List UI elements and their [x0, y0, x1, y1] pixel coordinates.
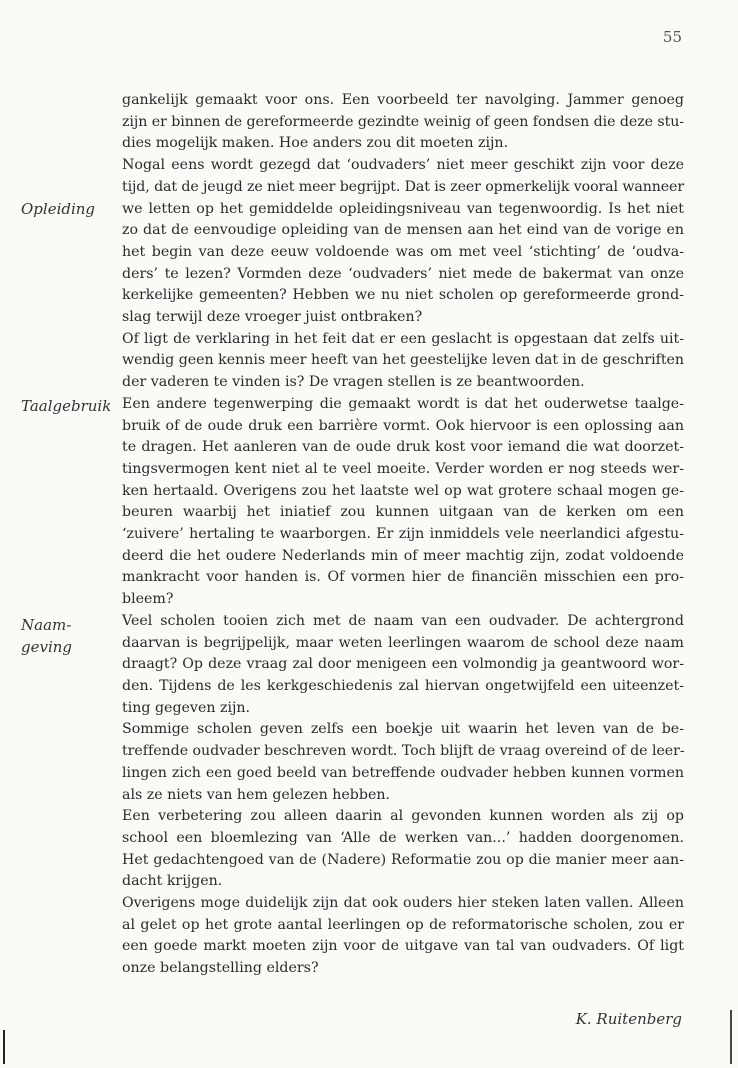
margin-note-naamgeving-line-1: Naam-: [21, 616, 72, 634]
text-line: als ze niets van hem gelezen hebben.: [122, 786, 391, 803]
text-line: Of ligt de verklaring in het feit dat er een geslacht is opgestaan dat zelfs uit-: [122, 330, 684, 347]
margin-note-opleiding: Opleiding: [21, 200, 96, 218]
text-line: tijd, dat de jeugd ze niet meer begrijpt. Dat is zeer opmerkelijk vooral wanneer: [122, 178, 684, 195]
text-line: Nogal eens wordt gezegd dat ‘oudvaders’ niet meer geschikt zijn voor deze: [122, 157, 684, 174]
text-line: Sommige scholen geven zelfs een boekje uit waarin het leven van de be-: [122, 721, 684, 738]
text-line: dacht krijgen.: [122, 873, 223, 890]
text-line: het begin van deze eeuw voldoende was om met veel ‘stichting’ de ‘oudva-: [122, 243, 684, 260]
text-line: lingen zich een goed beeld van betreffende oudvader hebben kunnen vormen: [122, 764, 684, 781]
text-line: al gelet op het grote aantal leerlingen op de reformatorische scholen, zou er: [122, 916, 684, 933]
text-line: onze belangstelling elders?: [122, 960, 319, 977]
text-line: kerkelijke gemeenten? Hebben we nu niet scholen op gereformeerde grond-: [122, 287, 684, 304]
text-line: wendig geen kennis meer heeft van het geestelijke leven dat in de geschriften: [122, 352, 684, 369]
article-body: [122, 90, 684, 980]
text-line: beuren waarbij het iniatief zou kunnen uitgaan van de kerken om een: [122, 504, 684, 521]
text-line: Het gedachtengoed van de (Nadere) Reformatie zou op die manier meer aan-: [122, 851, 684, 868]
text-line: deerd die het oudere Nederlands min of meer machtig zijn, zodat voldoende: [122, 547, 684, 564]
text-line: slag terwijl deze vroeger juist ontbraken?: [122, 309, 423, 326]
margin-note-naamgeving: [21, 615, 121, 658]
text-line: ‘zuivere’ hertaling te waarborgen. Er zijn inmiddels vele neerlandici afgestu-: [122, 526, 684, 543]
text-line: ders’ te lezen? Vormden deze ‘oudvaders’ niet mede de bakermat van onze: [122, 265, 684, 282]
text-line: Overigens moge duidelijk zijn dat ook ouders hier steken laten vallen. Alleen: [122, 895, 684, 912]
text-line: Veel scholen tooien zich met de naam van een oudvader. De achtergrond: [122, 612, 684, 629]
text-line: den. Tijdens de les kerkgeschiedenis zal hiervan ongetwijfeld een uiteenzet-: [122, 677, 684, 694]
text-line: een goede markt moeten zijn voor de uitgave van tal van oudvaders. Of ligt: [122, 938, 684, 955]
text-line: Een andere tegenwerping die gemaakt wordt is dat het ouderwetse taalge-: [122, 395, 684, 412]
text-line: mankracht voor handen is. Of vormen hier de financiën misschien een pro-: [122, 569, 684, 586]
text-line: school een bloemlezing van ‘Alle de werken van...’ hadden doorgenomen.: [122, 829, 684, 846]
scan-edge-mark: [730, 1010, 732, 1064]
text-line: tingsvermogen kent niet al te veel moeite. Verder worden er nog steeds wer-: [122, 460, 684, 477]
scan-edge-mark: [3, 1030, 5, 1064]
text-line: der vaderen te vinden is? De vragen stellen is ze beantwoorden.: [122, 374, 585, 391]
text-line: treffende oudvader beschreven wordt. Toch blijft de vraag overeind of de leer-: [122, 743, 685, 760]
margin-note-taalgebruik: Taalgebruik: [21, 397, 112, 415]
author-signature: K. Ruitenberg: [575, 1010, 682, 1028]
text-line: bruik of de oude druk een barrière vormt. Ook hiervoor is een oplossing aan: [122, 417, 684, 434]
text-line: bleem?: [122, 591, 174, 608]
text-line: draagt? Op deze vraag zal door menigeen een volmondig ja geantwoord wor-: [122, 656, 684, 673]
text-line: dies mogelijk maken. Hoe anders zou dit moeten zijn.: [122, 135, 509, 152]
text-line: zijn er binnen de gereformeerde gezindte weinig of geen fondsen die deze stu-: [122, 113, 685, 130]
text-line: te dragen. Het aanleren van de oude druk kost voor iemand die wat doorzet-: [122, 439, 684, 456]
text-line: Een verbetering zou alleen daarin al gevonden kunnen worden als zij op: [122, 808, 684, 825]
text-line: gankelijk gemaakt voor ons. Een voorbeeld ter navolging. Jammer genoeg: [122, 92, 684, 108]
margin-note-naamgeving-line-2: geving: [21, 637, 73, 656]
text-line: zo dat de eenvoudige opleiding van de mensen aan het eind van de vorige en: [122, 222, 684, 239]
text-line: ken hertaald. Overigens zou het laatste wel op wat grotere schaal mogen ge-: [122, 482, 684, 499]
text-line: daarvan is begrijpelijk, maar weten leerlingen waarom de school deze naam: [122, 634, 684, 651]
text-line: ting gegeven zijn.: [122, 699, 251, 716]
text-line: we letten op het gemiddelde opleidingsniveau van tegenwoordig. Is het niet: [122, 200, 684, 217]
page-number: 55: [662, 28, 682, 46]
